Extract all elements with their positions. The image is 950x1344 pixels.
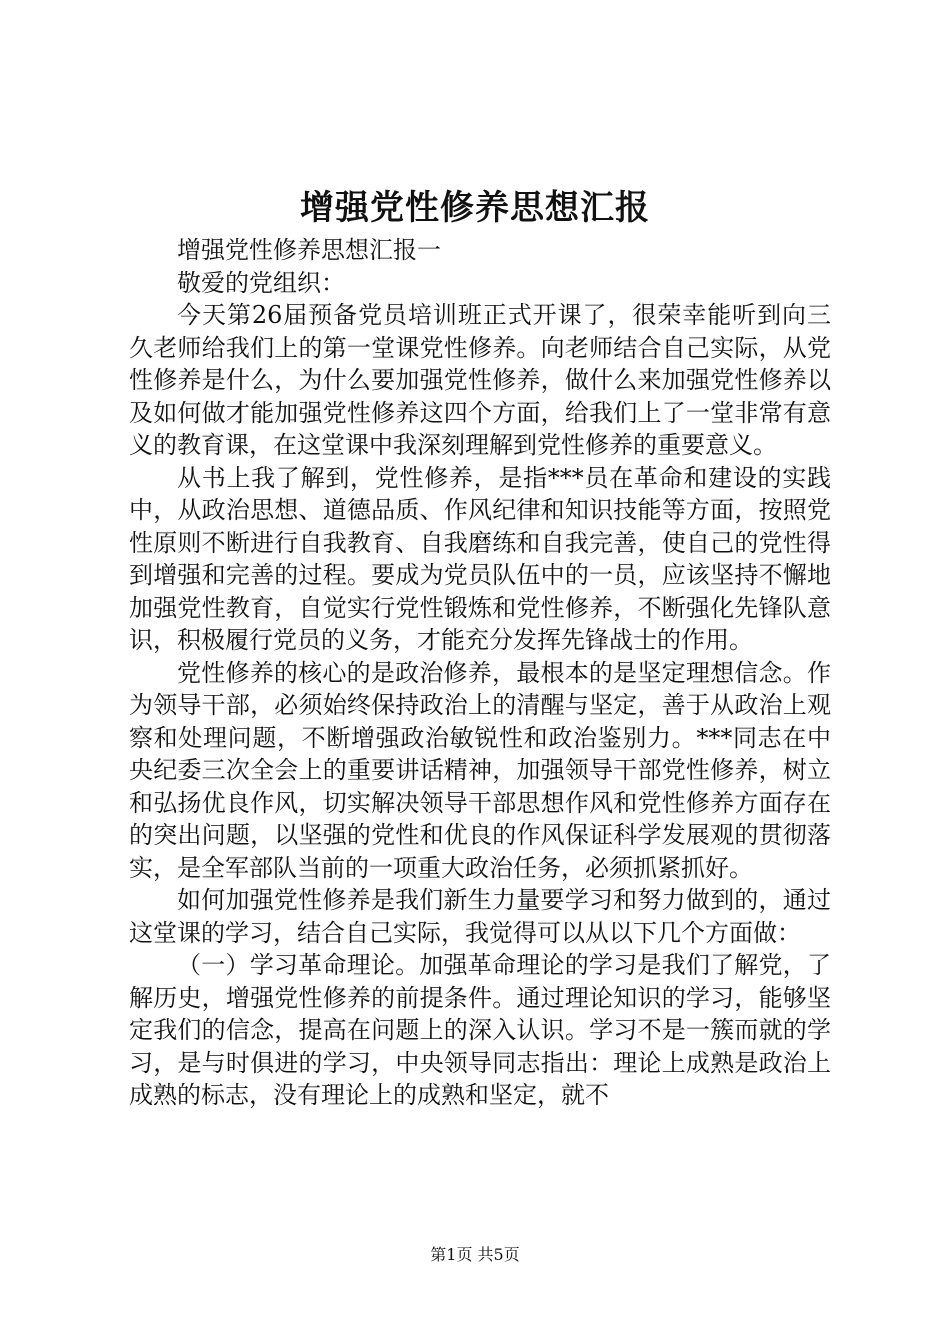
report-subtitle: 增强党性修养思想汇报一: [177, 236, 441, 264]
body-paragraph: 党性修养的核心的是政治修养，最根本的是坚定理想信念。作为领导干部，必须始终保持政治上的清醒与坚定，善于从政治上观察和处理问题，不断增强政治敏锐性和政治鉴别力。***同志在中央纪委三次全会上的重要讲话精神，加强领导干部党性修养，树立和弘扬优良作风，切实解决领导干部思想作风和党性修养方面存在的突出问题，以坚强的党性和优良的作风保证科学发展观的贯彻落实，是全军部队当前的一项重大政治任务，必须抓紧抓好。: [129, 658, 831, 882]
document-title: 增强党性修养思想汇报: [300, 188, 650, 228]
body-paragraph: 从书上我了解到，党性修养，是指***员在革命和建设的实践中，从政治思想、道德品质、作风纪律和知识技能等方面，按照党性原则不断进行自我教育、自我磨练和自我完善，使自己的党性得到增强和完善的过程。要成为党员队伍中的一员，应该坚持不懈地加强党性教育，自觉实行党性锻炼和党性修养，不断强化先锋队意识，积极履行党员的义务，才能充分发挥先锋战士的作用。: [129, 463, 831, 654]
body-paragraph: 如何加强党性修养是我们新生力量要学习和努力做到的，通过这堂课的学习，结合自己实际，我觉得可以从以下几个方面做：: [129, 886, 831, 947]
body-paragraph: 今天第26届预备党员培训班正式开课了，很荣幸能听到向三久老师给我们上的第一堂课党性修养。向老师结合自己实际，从党性修养是什么，为什么要加强党性修养，做什么来加强党性修养以及如何做才能加强党性修养这四个方面，给我们上了一堂非常有意义的教育课，在这堂课中我深刻理解到党性修养的重要意义。: [129, 301, 831, 459]
salutation: 敬爱的党组织：: [177, 268, 345, 297]
document-body: [129, 234, 831, 1112]
body-paragraph: （一）学习革命理论。加强革命理论的学习是我们了解党，了解历史，增强党性修养的前提条件。通过理论知识的学习，能够坚定我们的信念，提高在问题上的深入认识。学习不是一簇而就的学习，是与时俱进的学习，中央领导同志指出：理论上成熟是政治上成熟的标志，没有理论上的成熟和坚定，就不: [129, 951, 831, 1109]
page-number-footer: 第1页 共5页: [430, 1245, 520, 1264]
